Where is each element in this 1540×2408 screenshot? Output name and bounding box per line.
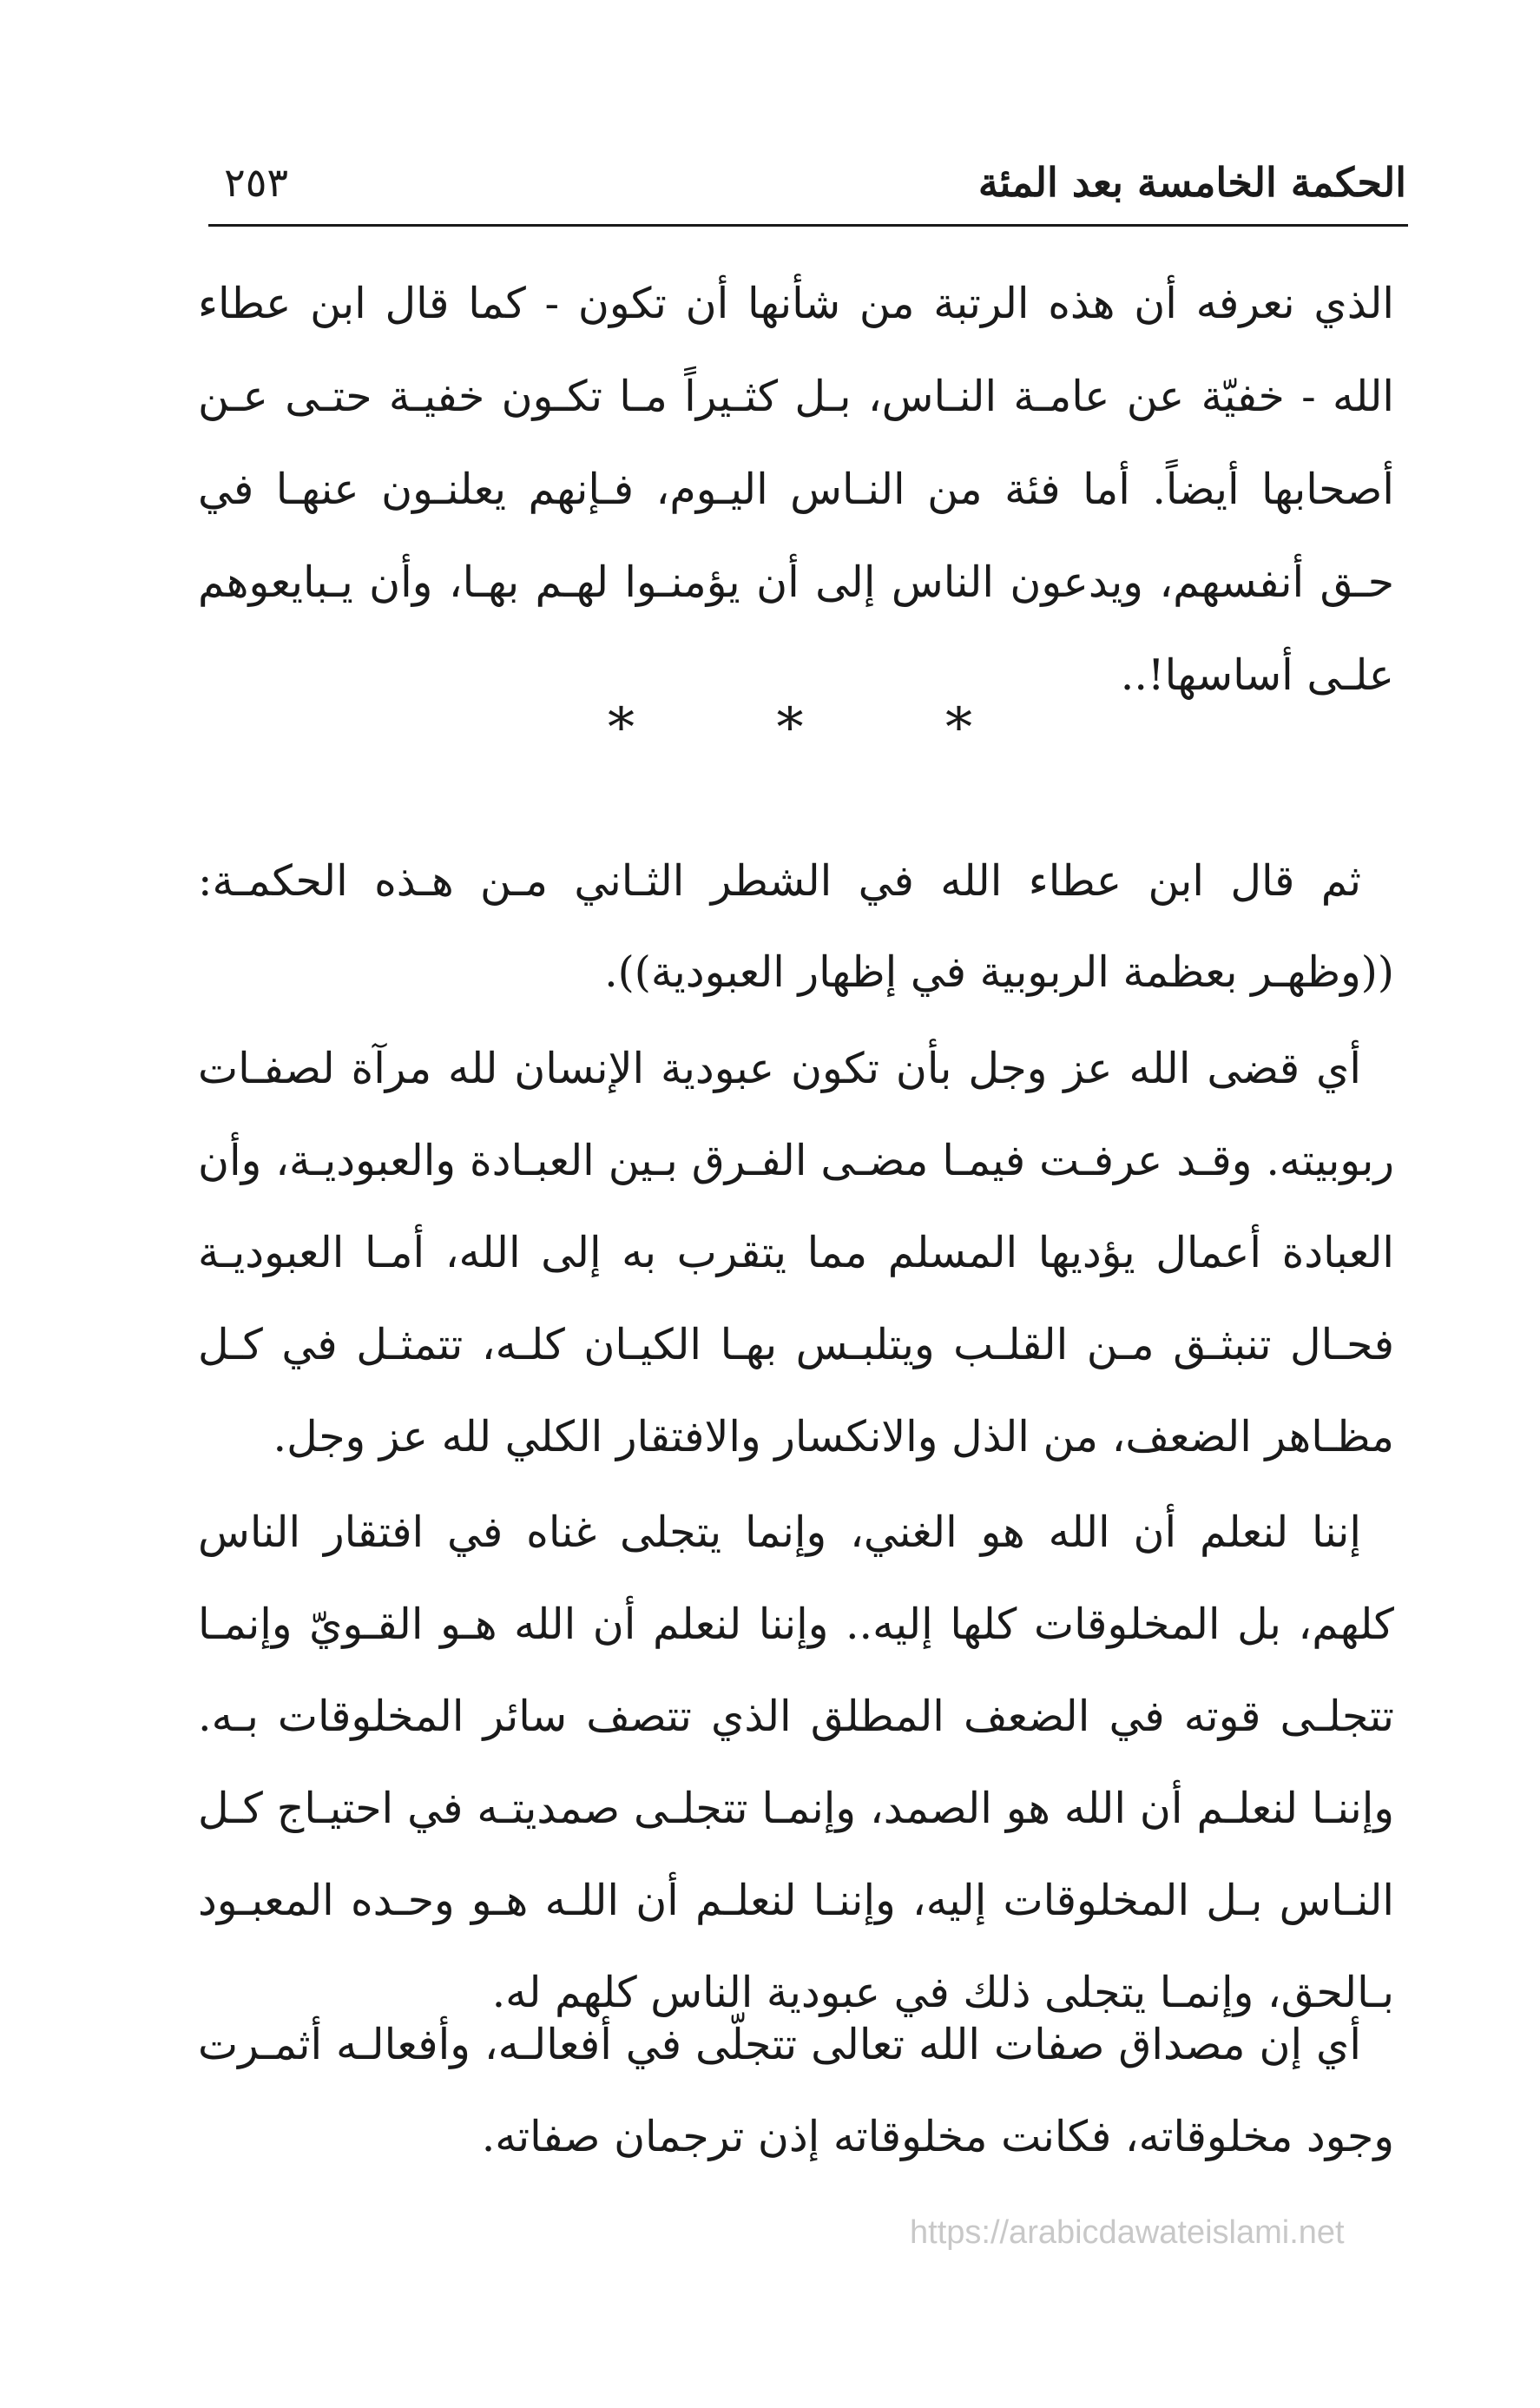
section-separator	[608, 693, 972, 762]
running-header	[208, 148, 1406, 217]
header-divider	[208, 224, 1408, 227]
paragraph-1	[198, 257, 1394, 722]
paragraph-3-text: أي قضى الله عز وجل بأن تكون عبودية الإنسان لله مرآة لصفـات ربوبيته. وقـد عرفـت فيمـا مضـى الفـرق بـين العبـادة والعبوديـة، وأن العبادة أعمال يؤديها المسلم مما يتقرب به إلى الله، أمـا العبوديـة فحـال تنبثـق مـن القلـب ويتلبـس بهـا الكيـان كلـه، تتمثـل في كـل مظـاهر الضعف، من الذل والانكسار والافتقار الكلي لله عز وجل.	[198, 1044, 1394, 1461]
paragraph-4-text: إننا لنعلم أن الله هو الغني، وإنما يتجلى غناه في افتقار الناس كلهم، بل المخلوقات كلها إليه.. وإننا لنعلم أن الله هـو القـويّ وإنمـا تتجلـى قوته في الضعف المطلق الذي تتصف سائر المخلوقات بـه. وإننـا لنعلـم أن الله هو الصمد، وإنمـا تتجلـى صمديتـه في احتيـاج كـل النـاس بـل المخلوقات إليه، وإننـا لنعلـم أن اللـه هـو وحـده المعبـود بـالحق، وإنمـا يتجلى ذلك في عبودية الناس كلهم له.	[198, 1507, 1394, 2017]
paragraph-2	[198, 835, 1394, 1018]
source-watermark: https://arabicdawateislami.net	[910, 2214, 1345, 2251]
page-number: ٢٥٣	[224, 159, 289, 206]
paragraph-1-text: الذي نعرفه أن هذه الرتبة من شأنها أن تكون - كما قال ابن عطاء الله - خفيّة عن عامـة النـاس، بـل كثـيراً مـا تكـون خفيـة حتـى عـن أصحابها أيضاً. أما فئة من النـاس اليـوم، فـإنهم يعلنـون عنهـا في حـق أنفسهم، ويدعون الناس إلى أن يؤمنـوا لهـم بهـا، وأن يـبايعوهم علـى أساسها!..	[198, 279, 1394, 700]
paragraph-5	[198, 1999, 1394, 2183]
separator-asterisk: *	[945, 696, 972, 759]
chapter-title: الحكمة الخامسة بعد المئة	[977, 159, 1406, 206]
paragraph-4	[198, 1487, 1394, 2039]
separator-asterisk: *	[776, 696, 804, 759]
paragraph-2-text: ثم قال ابن عطاء الله في الشطر الثـاني مـن هـذه الحكمـة: ((وظهـر بعظمة الربوبية في إظهار العبودية)).	[198, 856, 1394, 997]
separator-asterisk: *	[608, 696, 635, 759]
paragraph-3	[198, 1023, 1394, 1483]
paragraph-5-text: أي إن مصداق صفات الله تعالى تتجلّى في أفعالـه، وأفعالـه أثمـرت وجود مخلوقاته، فكانت مخلوقاته إذن ترجمان صفاته.	[198, 2020, 1394, 2161]
